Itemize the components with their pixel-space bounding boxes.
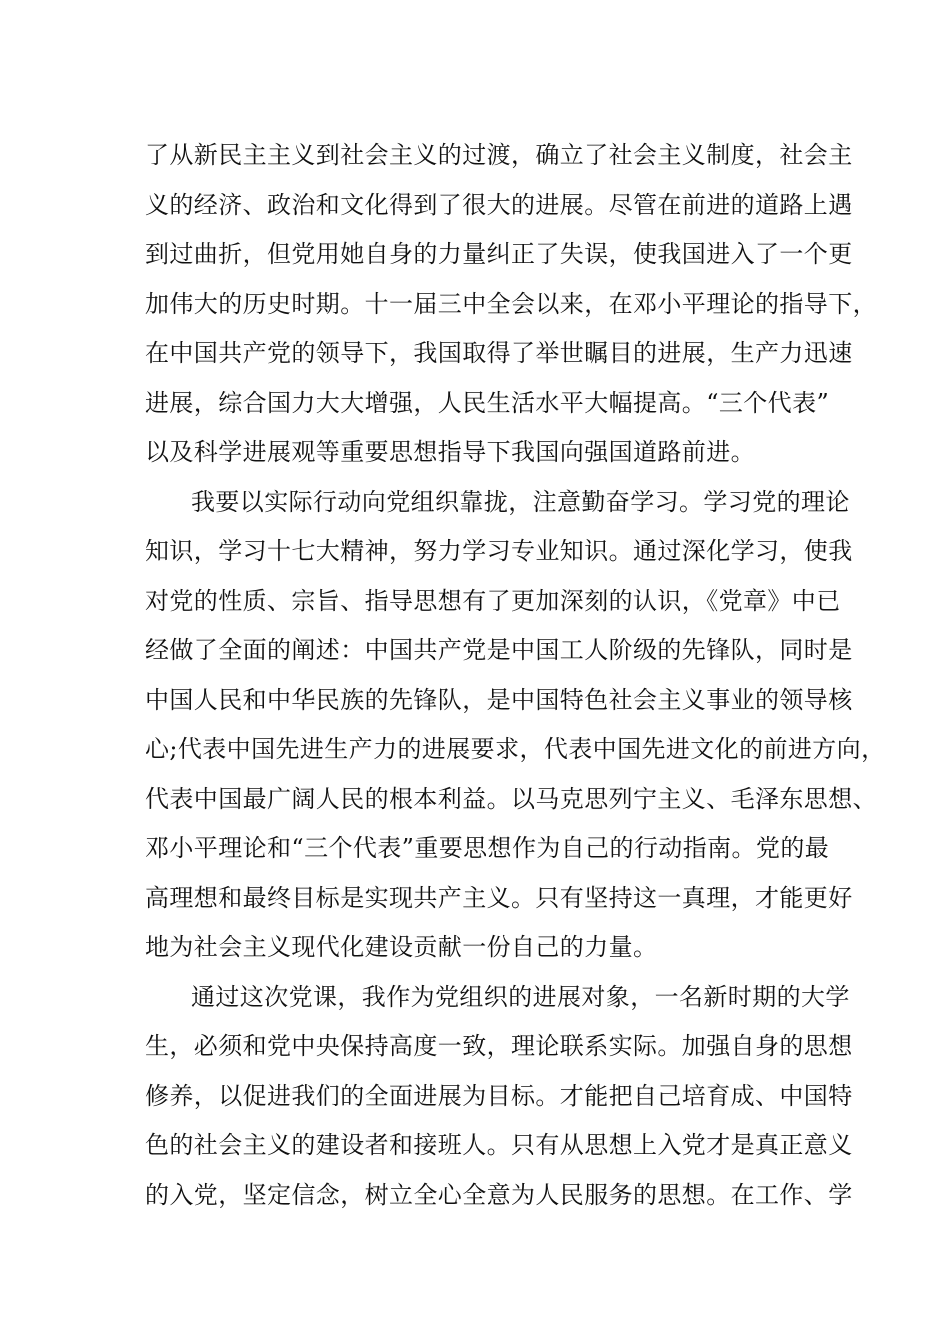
text-line: 修养，以促进我们的全面进展为目标。才能把自己培育成、中国特	[145, 1081, 853, 1110]
text-line: 进展，综合国力大大增强，人民生活水平大幅提高。“三个代表”	[145, 388, 830, 417]
body-text	[145, 131, 886, 1220]
text-line: 义的经济、政治和文化得到了很大的进展。尽管在前进的道路上遇	[145, 190, 853, 219]
text-line: 到过曲折，但党用她自身的力量纠正了失误，使我国进入了一个更	[145, 240, 853, 268]
text-line: 邓小平理论和“三个代表”重要思想作为自己的行动指南。党的最	[145, 834, 830, 862]
text-line: 加伟大的历史时期。十一届三中全会以来，在邓小平理论的指导下，	[145, 289, 877, 318]
text-line: 对党的性质、宗旨、指导思想有了更加深刻的认识，《党章》中已	[145, 586, 841, 615]
text-line: 中国人民和中华民族的先锋队，是中国特色社会主义事业的领导核	[145, 685, 853, 714]
text-line: 的入党，坚定信念，树立全心全意为人民服务的思想。在工作、学	[145, 1180, 853, 1209]
text-line: 高理想和最终目标是实现共产主义。只有坚持这一真理，才能更好	[145, 883, 853, 912]
text-line: 在中国共产党的领导下，我国取得了举世瞩目的进展，生产力迅速	[145, 339, 853, 367]
text-line: 色的社会主义的建设者和接班人。只有从思想上入党才是真正意义	[145, 1131, 853, 1159]
paragraph-start-line: 通过这次党课，我作为党组织的进展对象，一名新时期的大学	[191, 982, 850, 1011]
text-line: 知识，学习十七大精神，努力学习专业知识。通过深化学习，使我	[145, 537, 853, 565]
text-line: 心;代表中国先进生产力的进展要求，代表中国先进文化的前进方向，	[145, 735, 886, 763]
text-line: 经做了全面的阐述：中国共产党是中国工人阶级的先锋队，同时是	[145, 636, 853, 664]
text-line: 以及科学进展观等重要思想指导下我国向强国道路前进。	[145, 438, 755, 466]
text-line: 了从新民主主义到社会主义的过渡，确立了社会主义制度，社会主	[145, 141, 853, 169]
text-line: 生，必须和党中央保持高度一致，理论联系实际。加强自身的思想	[145, 1032, 853, 1060]
paragraph-start-line: 我要以实际行动向党组织靠拢，注意勤奋学习。学习党的理论	[191, 487, 850, 516]
text-line: 地为社会主义现代化建设贡献一份自己的力量。	[145, 933, 658, 961]
text-line: 代表中国最广阔人民的根本利益。以马克思列宁主义、毛泽东思想、	[145, 784, 877, 813]
